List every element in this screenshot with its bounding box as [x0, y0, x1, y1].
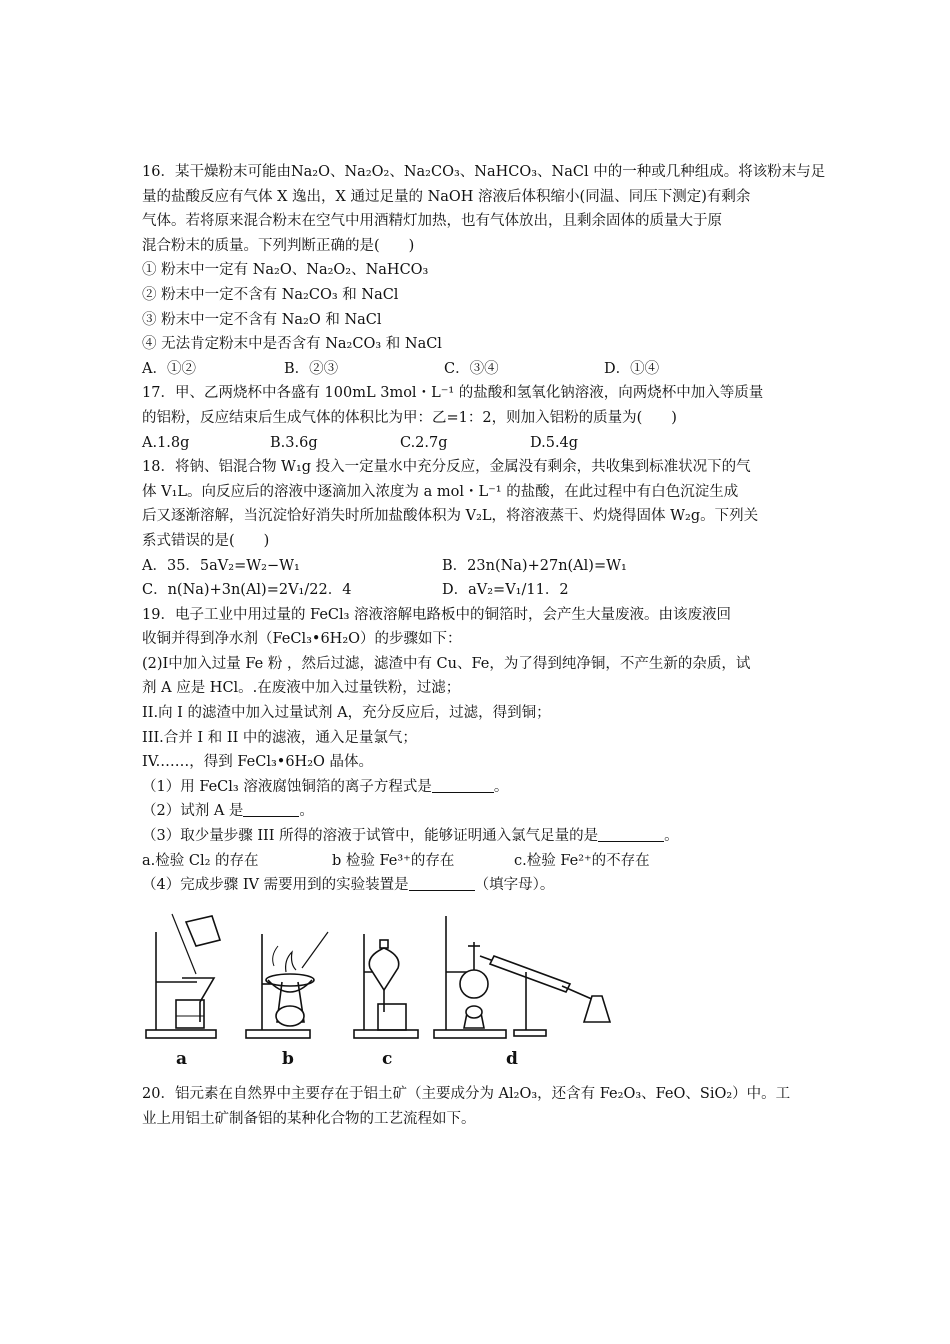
q19-sub-3	[142, 824, 812, 849]
q19-choice-b: b 检验 Fe³⁺的存在	[332, 852, 455, 869]
q19-choice-a: a.检验 Cl₂ 的存在	[142, 852, 259, 869]
q18-options-row	[142, 578, 812, 603]
q19-sub-4	[142, 873, 812, 898]
q19-line: (2)Ⅰ中加入过量 Fe 粉 ，然后过滤，滤渣中有 Cu、Fe，为了得到纯净铜，不产生新的杂质，试	[142, 655, 751, 672]
q16-line: 16．某干燥粉末可能由Na₂O、Na₂O₂、Na₂CO₃、NaHCO₃、NaCl 中的一种或几种组成。将该粉末与足	[142, 164, 826, 180]
answer-blank[interactable]	[432, 776, 494, 793]
answer-blank[interactable]	[598, 825, 664, 842]
q17-option-b: B.3.6g	[270, 434, 318, 451]
q19-line: 收铜并得到净水剂（FeCl₃•6H₂O）的步骤如下：	[142, 631, 462, 648]
q19-choice-c: c.检验 Fe²⁺的不存在	[514, 852, 650, 869]
apparatus-a-filtration	[146, 914, 220, 1038]
question-16	[142, 160, 826, 381]
apparatus-c-separatory-funnel	[354, 934, 418, 1038]
question-17	[142, 381, 812, 455]
q19-sub-3-end: 。	[664, 828, 679, 845]
q19-line: III.合并 I 和 II 中的滤液，通入足量氯气；	[142, 729, 417, 746]
q19-choices	[142, 849, 812, 874]
q16-statement: ② 粉末中一定不含有 Na₂CO₃ 和 NaCl	[142, 286, 399, 303]
q19-line: 19．电子工业中用过量的 FeCl₃ 溶液溶解电路板中的铜箔时，会产生大量废液。由该废液回	[142, 606, 732, 623]
q19-sub-1-text: （1）用 FeCl₃ 溶液腐蚀铜箔的离子方程式是	[142, 778, 432, 795]
q19-sub-2-end: 。	[299, 803, 314, 820]
q17-option-a: A.1.8g	[142, 434, 190, 451]
answer-blank[interactable]	[243, 800, 299, 817]
apparatus-label-d: d	[506, 1049, 518, 1069]
question-20	[142, 1082, 812, 1131]
q19-sub-4-end: （填字母）。	[474, 877, 555, 894]
q18-option-a: A．35．5aV₂=W₂−W₁	[142, 557, 300, 574]
q18-line: 系式错误的是( )	[142, 532, 270, 549]
q19-sub-3-text: （3）取少量步骤 III 所得的溶液于试管中，能够证明通入氯气足量的是	[142, 828, 599, 845]
exam-page	[142, 160, 826, 898]
q20-line: 业上用铝土矿制备铝的某种化合物的工艺流程如下。	[142, 1110, 476, 1127]
q19-line: IV.……，得到 FeCl₃•6H₂O 晶体。	[142, 754, 374, 771]
q17-options	[142, 431, 812, 456]
q16-statement: ① 粉末中一定有 Na₂O、Na₂O₂、NaHCO₃	[142, 262, 429, 279]
q18-options-row	[142, 554, 812, 579]
q18-line: 体 V₁L。向反应后的溶液中逐滴加入浓度为 a mol・L⁻¹ 的盐酸，在此过程中有白色沉淀生成	[142, 483, 739, 500]
q19-sub-4-text: （4）完成步骤 IV 需要用到的实验装置是	[142, 877, 409, 894]
q18-line: 18．将钠、铝混合物 W₁g 投入一定量水中充分反应，金属没有剩余，共收集到标准状况下的气	[142, 459, 751, 476]
q19-sub-1	[142, 775, 812, 800]
question-19	[142, 603, 812, 898]
q16-option-b: B．②③	[284, 360, 339, 377]
q18-line: 后又逐渐溶解，当沉淀恰好消失时所加盐酸体积为 V₂L，将溶液蒸干、灼烧得固体 W₂g。下列关	[142, 508, 759, 525]
q16-option-d: D．①④	[604, 360, 660, 377]
q18-option-b: B．23n(Na)+27n(Al)=W₁	[442, 557, 627, 574]
apparatus-figure	[142, 912, 662, 1072]
apparatus-b-evaporation	[246, 932, 328, 1038]
q16-option-c: C．③④	[444, 360, 499, 377]
question-18	[142, 455, 812, 603]
q20-line: 20．铝元素在自然界中主要存在于铝土矿（主要成分为 Al₂O₃，还含有 Fe₂O₃、FeO、SiO₂）中。工	[142, 1086, 791, 1102]
q16-line: 气体。若将原来混合粉末在空气中用酒精灯加热，也有气体放出，且剩余固体的质量大于原	[142, 213, 722, 230]
q16-options	[142, 357, 812, 382]
answer-blank[interactable]	[409, 874, 475, 891]
apparatus-d-distillation	[434, 916, 610, 1038]
q16-option-a: A．①②	[142, 360, 196, 377]
q17-option-d: D.5.4g	[530, 434, 579, 451]
q16-line: 量的盐酸反应有气体 X 逸出，X 通过足量的 NaOH 溶液后体积缩小(同温、同压下测定)有剩余	[142, 188, 751, 205]
q17-line: 17．甲、乙两烧杯中各盛有 100mL 3mol・L⁻¹ 的盐酸和氢氧化钠溶液，向两烧杯中加入等质量	[142, 385, 764, 402]
q16-statement: ③ 粉末中一定不含有 Na₂O 和 NaCl	[142, 311, 382, 328]
q17-line: 的铝粉，反应结束后生成气体的体积比为甲：乙=1：2，则加入铝粉的质量为( )	[142, 409, 677, 426]
q19-line: II.向 I 的滤渣中加入过量试剂 A，充分反应后，过滤，得到铜；	[142, 705, 551, 722]
apparatus-label-a: a	[176, 1049, 188, 1069]
q17-option-c: C.2.7g	[400, 434, 448, 451]
q16-line: 混合粉末的质量。下列判断正确的是( )	[142, 237, 415, 254]
q19-sub-2	[142, 799, 812, 824]
q18-option-c: C．n(Na)+3n(Al)=2V₁/22．4	[142, 582, 352, 599]
q18-option-d: D．aV₂=V₁/11．2	[442, 582, 569, 599]
apparatus-label-c: c	[382, 1049, 393, 1069]
q16-statement: ④ 无法肯定粉末中是否含有 Na₂CO₃ 和 NaCl	[142, 336, 442, 353]
q19-sub-1-end: 。	[493, 778, 509, 795]
q19-sub-2-text: （2）试剂 A 是	[142, 803, 244, 820]
apparatus-label-b: b	[282, 1049, 294, 1069]
q19-line: 剂 A 应是 HCl。.在废液中加入过量铁粉，过滤；	[142, 680, 461, 697]
